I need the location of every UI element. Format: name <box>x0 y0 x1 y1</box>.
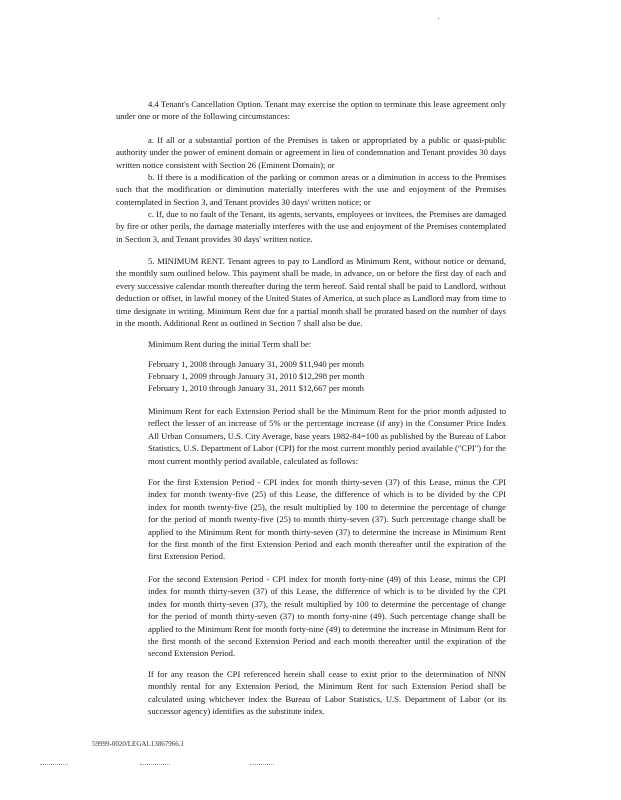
rent-schedule-row: February 1, 2008 through January 31, 2009 $11,940 per month <box>148 359 364 369</box>
second-extension-period: For the second Extension Period - CPI index for month forty-nine (49) of this Lease, minus the CPI index for month thirty-seven (37) of this Lease, the difference of which is to be divided by the CPI index for month thirty-seven (37), the result multiplied by 100 to determine the percentage of change for the period of month thirty-seven (37) to month forty-nine (49). Such percentage change shall be applied to the Minimum Rent for month forty-nine (49) to determine the increase in Minimum Rent for the first month of the second Extension Period and each month thereafter until the expiration of the second Extension Period. <box>148 574 506 659</box>
section-5-minimum-rent: 5. MINIMUM RENT. Tenant agrees to pay to Landlord as Minimum Rent, without notice or demand, the monthly sum outlined below. This payment shall be made, in advance, on or before the first day of each and every successive calendar month thereafter during the term hereof. Said rental shall be paid to Landlord, without deduction or offset, in lawful money of the United States of America, at such place as Landlord may from time to time designate in writing. Minimum Rent due for a partial month shall be prorated based on the number of days in the month. Additional Rent as outlined in Section 7 shall also be due. <box>116 256 506 329</box>
rent-intro: Minimum Rent during the initial Term shall be: <box>148 339 312 349</box>
document-footer-id: 59999-0020/LEGAL13867966.1 <box>92 740 184 748</box>
rent-schedule-row: February 1, 2009 through January 31, 2010 $12,298 per month <box>148 371 365 381</box>
scan-dots <box>250 764 274 766</box>
section-4-4 <box>116 98 506 123</box>
section-4-4-item-a: a. If all or a substantial portion of the Premises is taken or appropriated by a public or quasi-public authority under the power of eminent domain or agreement in lieu of condemnation and Tenant provides 30 days written notice consistent with Section 26 (Eminent Domain); or <box>116 135 506 170</box>
scan-speck <box>438 18 439 19</box>
section-4-4-intro: 4.4 Tenant's Cancellation Option. Tenant may exercise the option to terminate this lease agreement only under one or more of the following circumstances: <box>116 99 506 122</box>
section-4-4-item-c: c. If, due to no fault of the Tenant, its agents, servants, employees or invitees, the Premises are damaged by fire or other perils, the damage materially interferes with the use and enjoyment of the Premises contemplated in Section 3, and Tenant provides 30 days' written notice. <box>116 209 506 244</box>
extension-adjustment: Minimum Rent for each Extension Period shall be the Minimum Rent for the prior month adjusted to reflect the lesser of an increase of 5% or the percentage increase (if any) in the Consumer Price Index All Urban Consumers, U.S. City Average, base years 1982-84=100 as published by the Bureau of Labor Statistics, U.S. Department of Labor (CPI) for the most current monthly period available ("CPI") for the most current monthly period available, calculated as follows: <box>148 406 506 466</box>
scan-dots <box>40 764 68 766</box>
first-extension-period: For the first Extension Period - CPI index for month thirty-seven (37) of this Lease, minus the CPI index for month twenty-five (25) of this Lease, the difference of which is to be divided by the CPI index for month twenty-five (25), the result multiplied by 100 to determine the percentage of change for the period of month twenty-five (25) to month thirty-seven (37). Such percentage change shall be applied to the Minimum Rent for month thirty-seven (37) to determine the increase in Minimum Rent for the first month of the first Extension Period and each month thereafter until the expiration of the first Extension Period. <box>148 477 506 562</box>
scan-dots <box>140 764 170 766</box>
cpi-substitute-index: If for any reason the CPI referenced herein shall cease to exist prior to the determination of NNN monthly rental for any Extension Period, the Minimum Rent for such Extension Period shall be calculated using whichever index the Bureau of Labor Statistics, U.S. Department of Labor (or its successor agency) identifies as the substitute index. <box>148 669 506 717</box>
section-4-4-item-b: b. If there is a modification of the parking or common areas or a diminution in access to the Premises such that the modification or diminution materially interferes with the use and enjoyment of the Premises contemplated in Section 3, and Tenant provides 30 days' written notice; or <box>116 172 506 207</box>
rent-schedule-row: February 1, 2010 through January 31, 2011 $12,667 per month <box>148 383 364 393</box>
